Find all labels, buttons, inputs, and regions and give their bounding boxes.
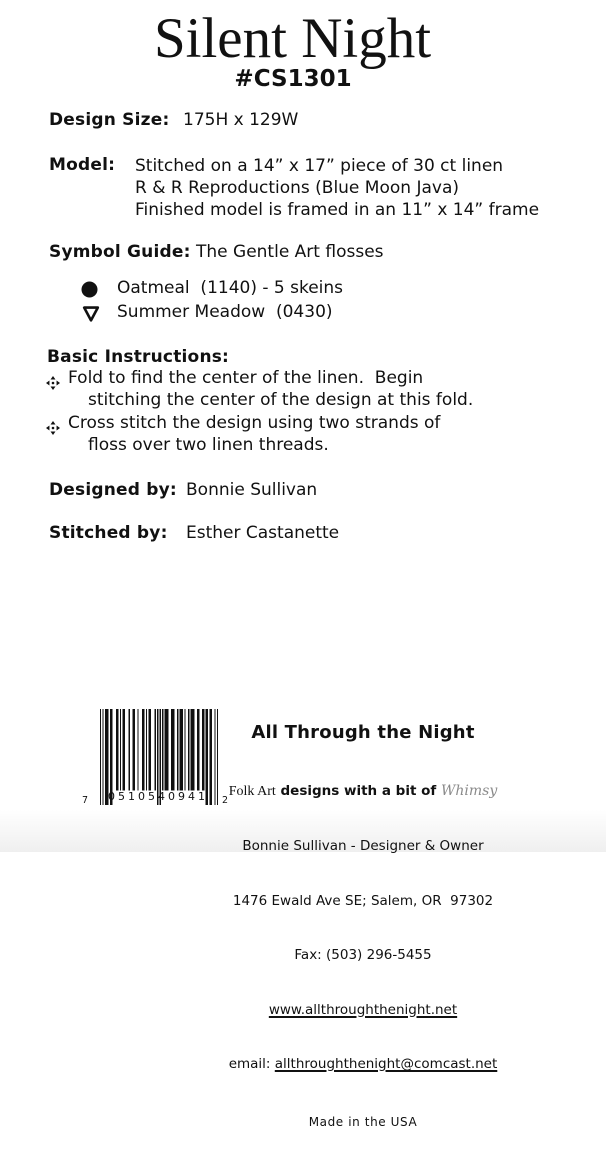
barcode-group-2: 40941 — [158, 790, 208, 803]
fax-line: Fax: (503) 296-5455 — [294, 947, 432, 963]
floss-entry-summer-meadow: Summer Meadow (0430) — [117, 302, 333, 322]
barcode-right-digit: 2 — [222, 795, 229, 806]
model-line-1: Stitched on a 14” x 17” piece of 30 ct linen — [135, 156, 504, 176]
symbol-guide-flosses: The Gentle Art flosses — [196, 242, 384, 262]
company-name: All Through the Night — [251, 722, 475, 743]
model-line-3: Finished model is framed in an 11” x 14” frame — [135, 200, 540, 220]
stitch-cross-bullet-icon — [46, 420, 60, 439]
tagline-whimsy: Whimsy — [440, 783, 498, 799]
item-number: #CS1301 — [234, 66, 352, 92]
website-link[interactable]: www.allthroughthenight.net — [268, 1001, 458, 1018]
made-in-usa: Made in the USA — [308, 1114, 418, 1129]
instruction-2-line-2: floss over two linen threads. — [88, 435, 329, 455]
company-tagline — [153, 781, 573, 800]
filled-circle-icon — [81, 281, 98, 302]
tagline-prefix: Folk Art — [228, 784, 276, 799]
designer-name: Bonnie Sullivan — [186, 480, 318, 500]
stitched-by-label: Stitched by: — [49, 523, 168, 543]
email-link[interactable]: allthroughthenight@comcast.net — [274, 1056, 498, 1072]
model-line-2: R & R Reproductions (Blue Moon Java) — [135, 178, 459, 198]
basic-instructions-label: Basic Instructions: — [47, 347, 230, 367]
designed-by-label: Designed by: — [49, 480, 177, 500]
page-title: Silent Night — [153, 7, 432, 70]
design-size-value: 175H x 129W — [183, 110, 299, 130]
instruction-1-line-1: Fold to find the center of the linen. Begin — [68, 368, 424, 388]
publisher-block — [153, 684, 573, 1169]
barcode-left-digit: 7 — [82, 795, 89, 806]
open-inverted-triangle-icon — [82, 305, 100, 327]
email-line — [153, 1056, 573, 1073]
instruction-2-line-1: Cross stitch the design using two strands of — [68, 413, 441, 433]
instruction-1-line-2: stitching the center of the design at this fold. — [88, 390, 474, 410]
address-line: 1476 Ewald Ave SE; Salem, OR 97302 — [232, 892, 494, 909]
barcode-group-1: 05105 — [108, 790, 158, 803]
owner-line: Bonnie Sullivan - Designer & Owner — [242, 838, 484, 854]
tagline-middle: designs with a bit of — [275, 783, 441, 799]
stitch-cross-bullet-icon — [46, 375, 60, 394]
email-label: email: — [228, 1056, 275, 1072]
design-size-label: Design Size: — [49, 110, 170, 130]
floss-entry-oatmeal: Oatmeal (1140) - 5 skeins — [117, 278, 344, 298]
symbol-guide-label: Symbol Guide: — [49, 242, 191, 262]
model-label: Model: — [49, 155, 116, 175]
stitcher-name: Esther Castanette — [186, 523, 340, 543]
